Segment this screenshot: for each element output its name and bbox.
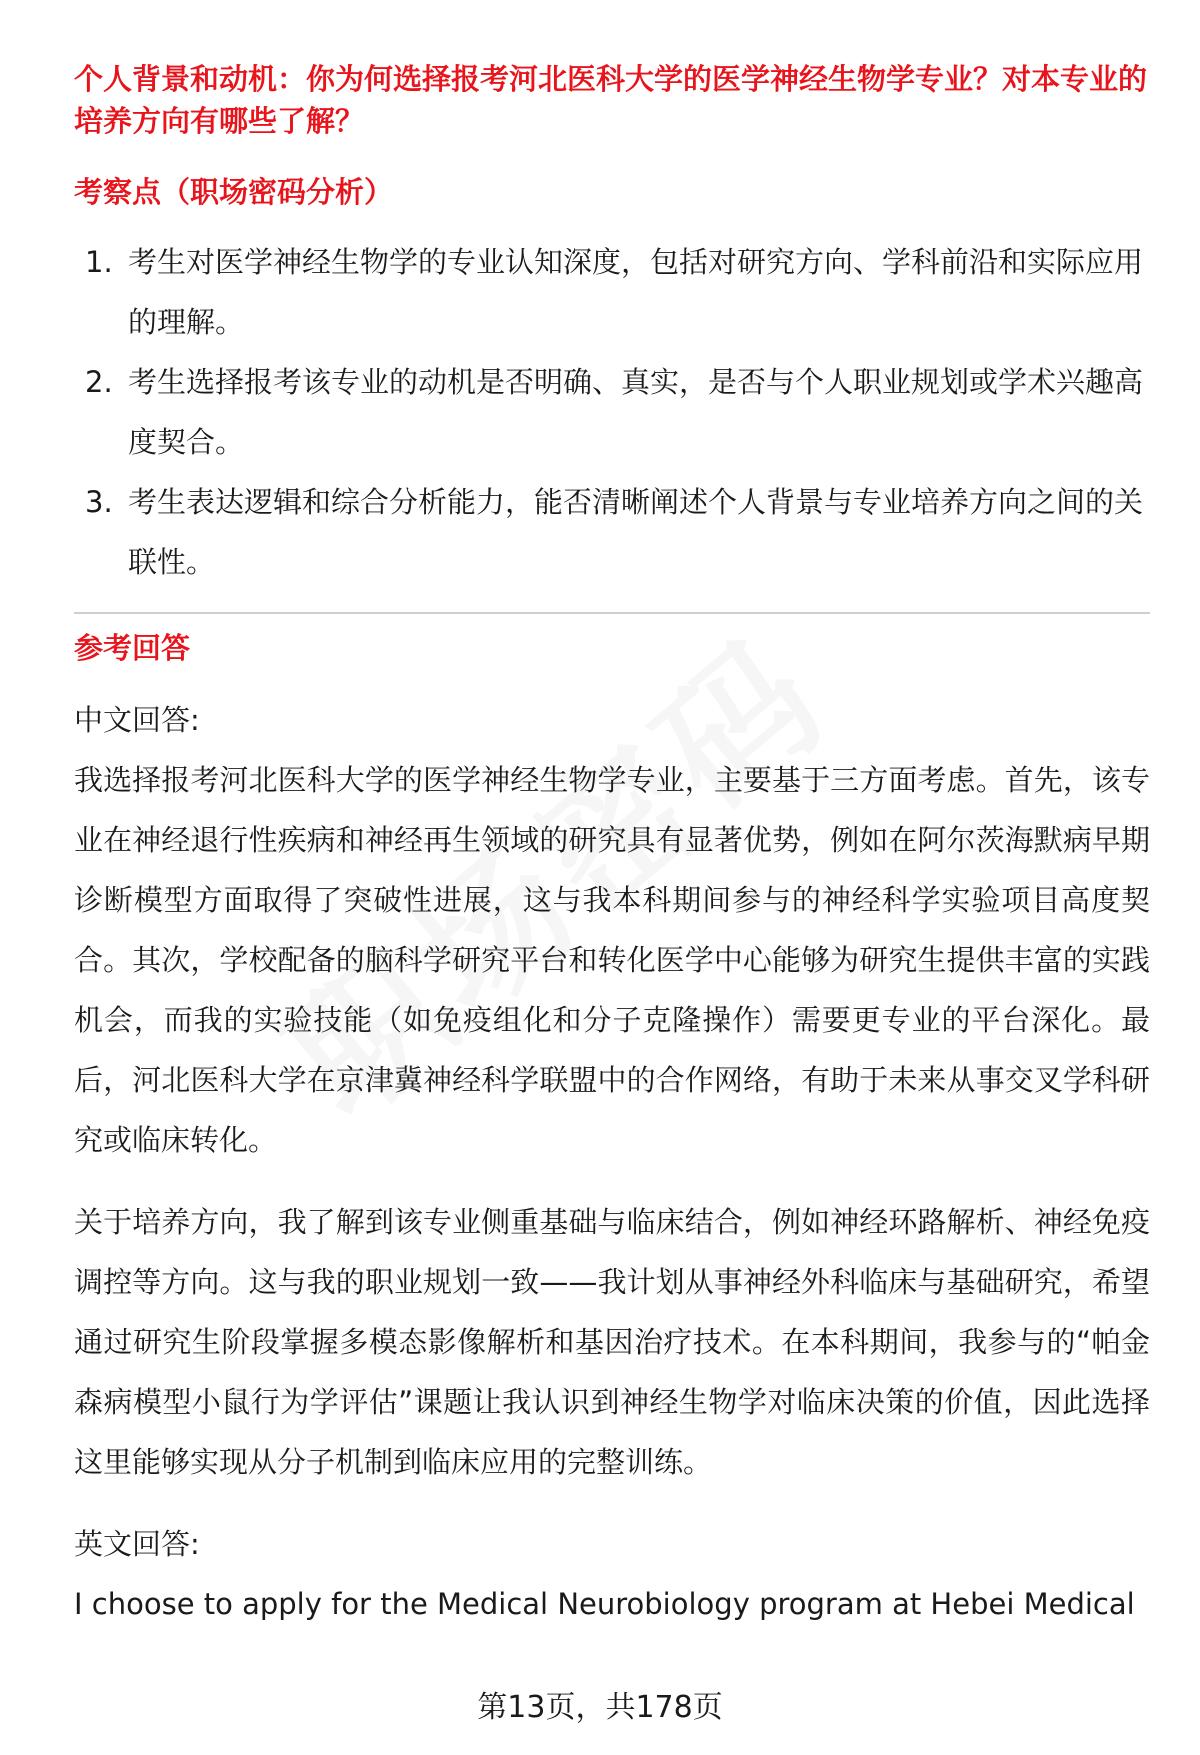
chinese-answer-label: 中文回答: — [74, 703, 200, 737]
list-item-number: 3. — [85, 485, 113, 519]
list-item — [74, 472, 1150, 592]
english-answer-label: 英文回答: — [74, 1527, 200, 1561]
answer-paragraph: 关于培养方向，我了解到该专业侧重基础与临床结合，例如神经环路解析、神经免疫调控等方向。这与我的职业规划一致——我计划从事神经外科临床与基础研究，希望通过研究生阶段掌握多模态影像解析和基因治疗技术。在本科期间，我参与的“帕金森病模型小鼠行为学评估”课题让我认识到神经生物学对临床决策的价值，因此选择这里能够实现从分子机制到临床应用的完整训练。 — [74, 1205, 1150, 1479]
section-divider — [74, 612, 1150, 614]
question-heading: 个人背景和动机：你为何选择报考河北医科大学的医学神经生物学专业？对本专业的培养方向有哪些了解？ — [74, 62, 1148, 138]
list-item-text: 考生选择报考该专业的动机是否明确、真实，是否与个人职业规划或学术兴趣高度契合。 — [128, 365, 1144, 459]
english-answer-text: I choose to apply for the Medical Neurobiology program at Hebei Medical — [74, 1587, 1135, 1621]
list-item-number: 1. — [85, 245, 113, 279]
exam-points-list — [74, 232, 1150, 592]
list-item — [74, 232, 1150, 352]
list-item-number: 2. — [85, 365, 113, 399]
document-page — [74, 58, 1150, 1634]
exam-points-heading: 考察点（职场密码分析） — [74, 175, 394, 209]
page-number: 第13页，共178页 — [477, 1690, 723, 1725]
answer-heading: 参考回答 — [74, 631, 191, 665]
list-item-text: 考生对医学神经生物学的专业认知深度，包括对研究方向、学科前沿和实际应用的理解。 — [128, 245, 1144, 339]
list-item-text: 考生表达逻辑和综合分析能力，能否清晰阐述个人背景与专业培养方向之间的关联性。 — [128, 485, 1144, 579]
list-item — [74, 352, 1150, 472]
answer-paragraph: 我选择报考河北医科大学的医学神经生物学专业，主要基于三方面考虑。首先，该专业在神经退行性疾病和神经再生领域的研究具有显著优势，例如在阿尔茨海默病早期诊断模型方面取得了突破性进展，这与我本科期间参与的神经科学实验项目高度契合。其次，学校配备的脑科学研究平台和转化医学中心能够为研究生提供丰富的实践机会，而我的实验技能（如免疫组化和分子克隆操作）需要更专业的平台深化。最后，河北医科大学在京津冀神经科学联盟中的合作网络，有助于未来从事交叉学科研究或临床转化。 — [74, 763, 1150, 1157]
